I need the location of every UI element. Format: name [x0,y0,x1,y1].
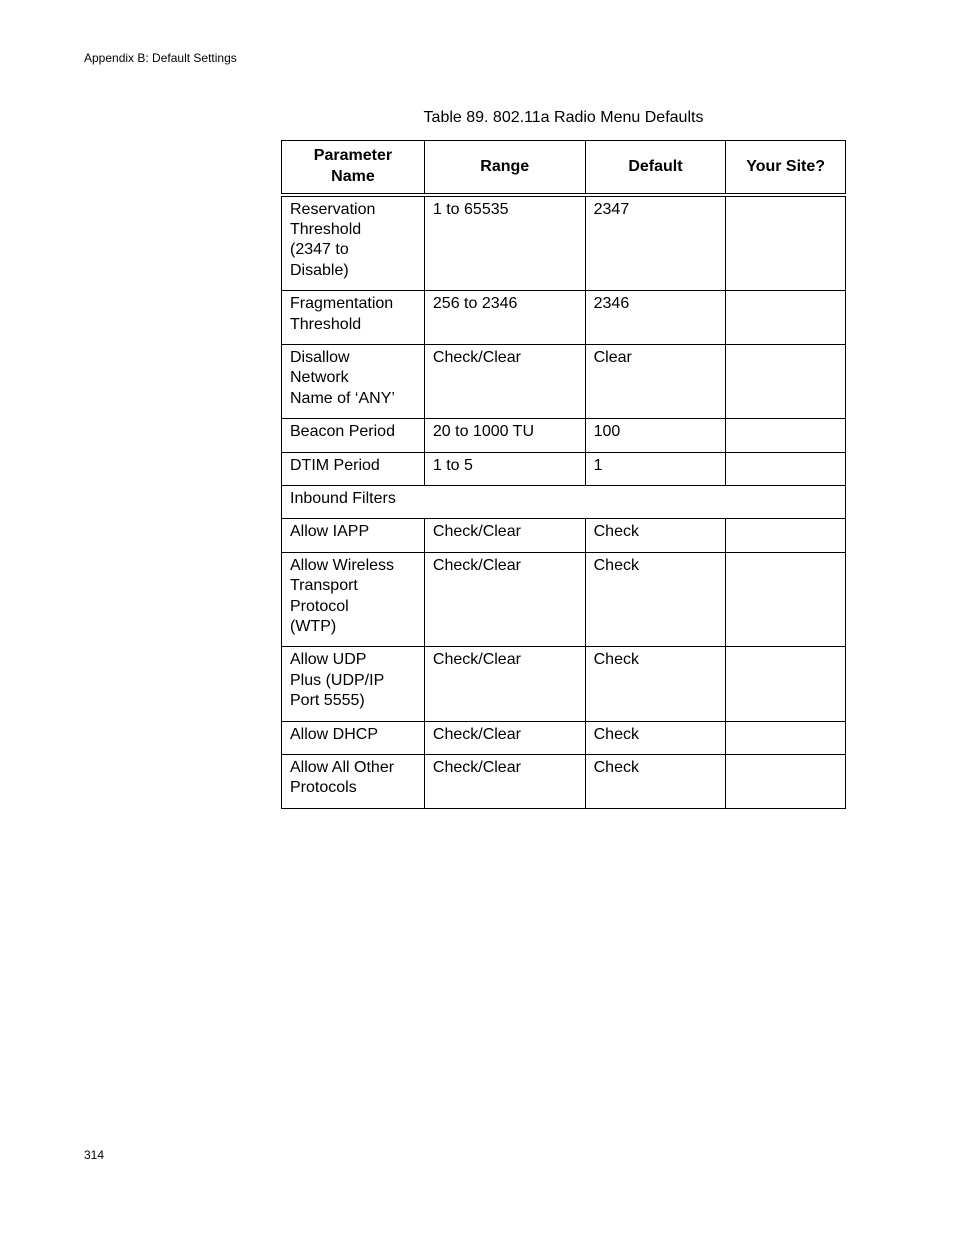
cell-range: Check/Clear [424,721,585,754]
table-row [282,721,846,754]
cell-range: 20 to 1000 TU [424,419,585,452]
cell-default: 1 [585,452,726,485]
cell-your-site [726,344,846,418]
cell-default: Check [585,519,726,552]
table-row [282,419,846,452]
table-header-row [282,141,846,195]
cell-default: Check [585,721,726,754]
cell-range: Check/Clear [424,755,585,809]
table-section-row [282,485,846,518]
cell-your-site [726,647,846,721]
cell-default: Check [585,647,726,721]
column-header-your-site: Your Site? [726,141,846,195]
cell-range: 256 to 2346 [424,291,585,345]
table-row [282,195,846,291]
cell-default: 100 [585,419,726,452]
cell-default: Clear [585,344,726,418]
cell-your-site [726,519,846,552]
cell-default: 2347 [585,195,726,291]
cell-your-site [726,291,846,345]
table-row [282,344,846,418]
cell-your-site [726,721,846,754]
cell-your-site [726,419,846,452]
cell-range: Check/Clear [424,519,585,552]
cell-parameter: Allow IAPP [282,519,425,552]
table-row [282,647,846,721]
cell-parameter: Allow UDP Plus (UDP/IP Port 5555) [282,647,425,721]
column-header-range: Range [424,141,585,195]
cell-parameter: Disallow Network Name of ‘ANY’ [282,344,425,418]
cell-parameter: Fragmentation Threshold [282,291,425,345]
cell-range: 1 to 5 [424,452,585,485]
defaults-table [281,140,846,809]
cell-parameter: Allow Wireless Transport Protocol (WTP) [282,552,425,647]
column-header-parameter: Parameter Name [282,141,425,195]
cell-default: 2346 [585,291,726,345]
cell-default: Check [585,552,726,647]
cell-range: Check/Clear [424,647,585,721]
table-caption: Table 89. 802.11a Radio Menu Defaults [423,109,704,126]
cell-your-site [726,755,846,809]
running-header: Appendix B: Default Settings [84,51,237,65]
column-header-default: Default [585,141,726,195]
cell-parameter: Allow All Other Protocols [282,755,425,809]
page-number: 314 [84,1148,105,1162]
cell-parameter: Beacon Period [282,419,425,452]
cell-range: Check/Clear [424,552,585,647]
cell-range: Check/Clear [424,344,585,418]
table-body [282,195,846,809]
table-row [282,552,846,647]
cell-default: Check [585,755,726,809]
table-row [282,452,846,485]
cell-parameter: Allow DHCP [282,721,425,754]
cell-range: 1 to 65535 [424,195,585,291]
cell-parameter: DTIM Period [282,452,425,485]
section-label: Inbound Filters [282,485,846,518]
cell-parameter: Reservation Threshold (2347 to Disable) [282,195,425,291]
cell-your-site [726,552,846,647]
cell-your-site [726,452,846,485]
table-row [282,755,846,809]
table-row [282,291,846,345]
cell-your-site [726,195,846,291]
table-row [282,519,846,552]
